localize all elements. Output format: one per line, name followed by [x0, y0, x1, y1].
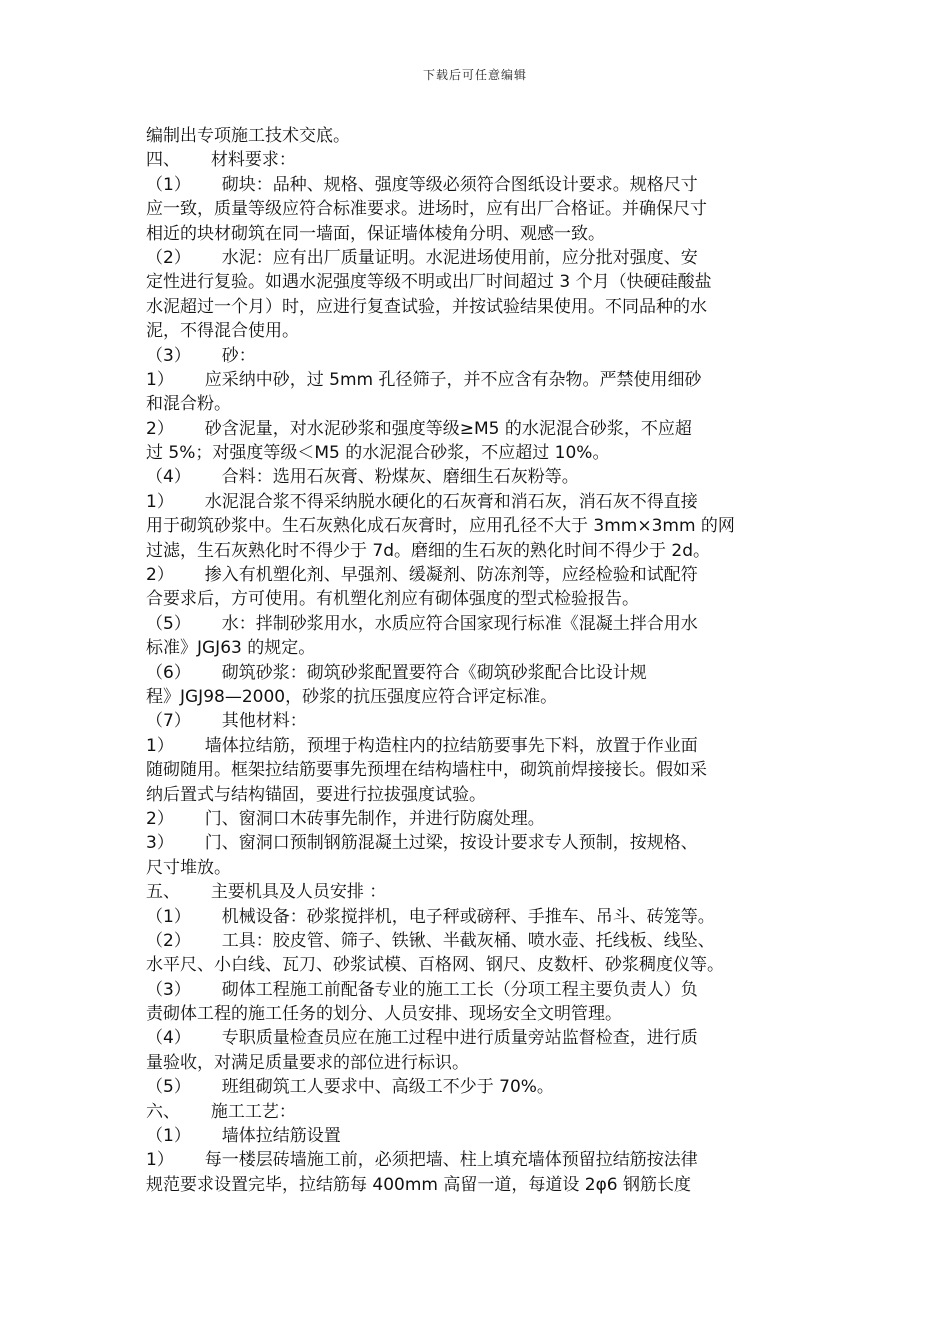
text-line: 水平尺、小白线、瓦刀、砂浆试模、百格网、钢尺、皮数杆、砂浆稠度仪等。: [146, 955, 724, 976]
text-line: 过滤，生石灰熟化时不得少于 7d。磨细的生石灰的熟化时间不得少于 2d。: [146, 540, 711, 561]
text-line: 定性进行复验。如遇水泥强度等级不明或出厂时间超过 3 个月（快硬硅酸盐: [146, 272, 712, 293]
page-header: 下载后可任意编辑: [422, 68, 527, 82]
text-line: 程》JGJ98—2000，砂浆的抗压强度应符合评定标准。: [146, 686, 558, 707]
text-line: （1） 机械设备：砂浆搅拌机，电子秤或磅秤、手推车、吊斗、砖笼等。: [146, 906, 715, 927]
text-line: （4） 合料：选用石灰膏、粉煤灰、磨细生石灰粉等。: [146, 467, 579, 488]
text-line: （5） 水：拌制砂浆用水，水质应符合国家现行标准《混凝土拌合用水: [146, 613, 698, 634]
text-line: （4） 专职质量检查员应在施工过程中进行质量旁站监督检查，进行质: [146, 1028, 698, 1049]
text-line: 水泥超过一个月）时，应进行复查试验，并按试验结果使用。不同品种的水: [146, 296, 707, 317]
text-line: 纳后置式与结构锚固，要进行拉拔强度试验。: [146, 784, 486, 805]
text-line: 过 5%；对强度等级＜M5 的水泥混合砂浆，不应超过 10%。: [146, 443, 610, 464]
text-line: 1） 每一楼层砖墙施工前，必须把墙、柱上填充墙体预留拉结筋按法律: [146, 1150, 698, 1171]
text-line: 1） 墙体拉结筋，预埋于构造柱内的拉结筋要事先下料，放置于作业面: [146, 735, 698, 756]
text-line: 1） 应采纳中砂，过 5mm 孔径筛子，并不应含有杂物。严禁使用细砂: [146, 369, 702, 390]
text-line: （3） 砌体工程施工前配备专业的施工工长（分项工程主要负责人）负: [146, 979, 698, 1000]
text-line: 规范要求设置完毕，拉结筋每 400mm 高留一道，每道设 2φ6 钢筋长度: [146, 1174, 692, 1195]
text-line: （5） 班组砌筑工人要求中、高级工不少于 70%。: [146, 1077, 554, 1098]
text-line: 相近的块材砌筑在同一墙面，保证墙体棱角分明、观感一致。: [146, 223, 605, 244]
text-line: 2） 门、窗洞口木砖事先制作，并进行防腐处理。: [146, 808, 545, 829]
text-line: 2） 掺入有机塑化剂、早强剂、缓凝剂、防冻剂等，应经检验和试配符: [146, 565, 698, 586]
text-line: 六、 施工工艺：: [146, 1101, 296, 1122]
text-line: （1） 墙体拉结筋设置: [146, 1126, 341, 1147]
text-line: 标准》JGJ63 的规定。: [146, 638, 316, 659]
text-line: 尺寸堆放。: [146, 857, 231, 878]
text-line: 量验收，对满足质量要求的部位进行标识。: [146, 1052, 469, 1073]
text-line: 2） 砂含泥量，对水泥砂浆和强度等级≥M5 的水泥混合砂浆，不应超: [146, 418, 692, 439]
text-line: 3） 门、窗洞口预制钢筋混凝土过梁，按设计要求专人预制，按规格、: [146, 833, 698, 854]
text-line: （7） 其他材料：: [146, 711, 307, 732]
text-line: 合要求后，方可使用。有机塑化剂应有砌体强度的型式检验报告。: [146, 589, 639, 610]
text-line: （6） 砌筑砂浆：砌筑砂浆配置要符合《砌筑砂浆配合比设计规: [146, 662, 647, 683]
text-line: （1） 砌块：品种、规格、强度等级必须符合图纸设计要求。规格尺寸: [146, 174, 698, 195]
text-line: （2） 工具：胶皮管、筛子、铁锹、半截灰桶、喷水壶、托线板、线坠、: [146, 930, 715, 951]
text-line: 责砌体工程的施工任务的划分、人员安排、现场安全文明管理。: [146, 1004, 622, 1025]
text-line: （3） 砂：: [146, 345, 256, 366]
text-line: 应一致，质量等级应符合标准要求。进场时，应有出厂合格证。并确保尺寸: [146, 199, 707, 220]
text-line: （2） 水泥：应有出厂质量证明。水泥进场使用前，应分批对强度、安: [146, 247, 698, 268]
text-line: 和混合粉。: [146, 394, 231, 415]
text-line: 四、 材料要求：: [146, 150, 296, 171]
text-line: 五、 主要机具及人员安排 ：: [146, 882, 387, 903]
text-line: 泥，不得混合使用。: [146, 321, 299, 342]
text-line: 1） 水泥混合浆不得采纳脱水硬化的石灰膏和消石灰，消石灰不得直接: [146, 491, 698, 512]
document-body: [146, 124, 806, 1197]
text-line: 编制出专项施工技术交底。: [146, 126, 350, 146]
text-line: 用于砌筑砂浆中。生石灰熟化成石灰膏时，应用孔径不大于 3mm×3mm 的网: [146, 516, 735, 537]
text-line: 随砌随用。框架拉结筋要事先预埋在结构墙柱中，砌筑前焊接接长。假如采: [146, 760, 707, 781]
